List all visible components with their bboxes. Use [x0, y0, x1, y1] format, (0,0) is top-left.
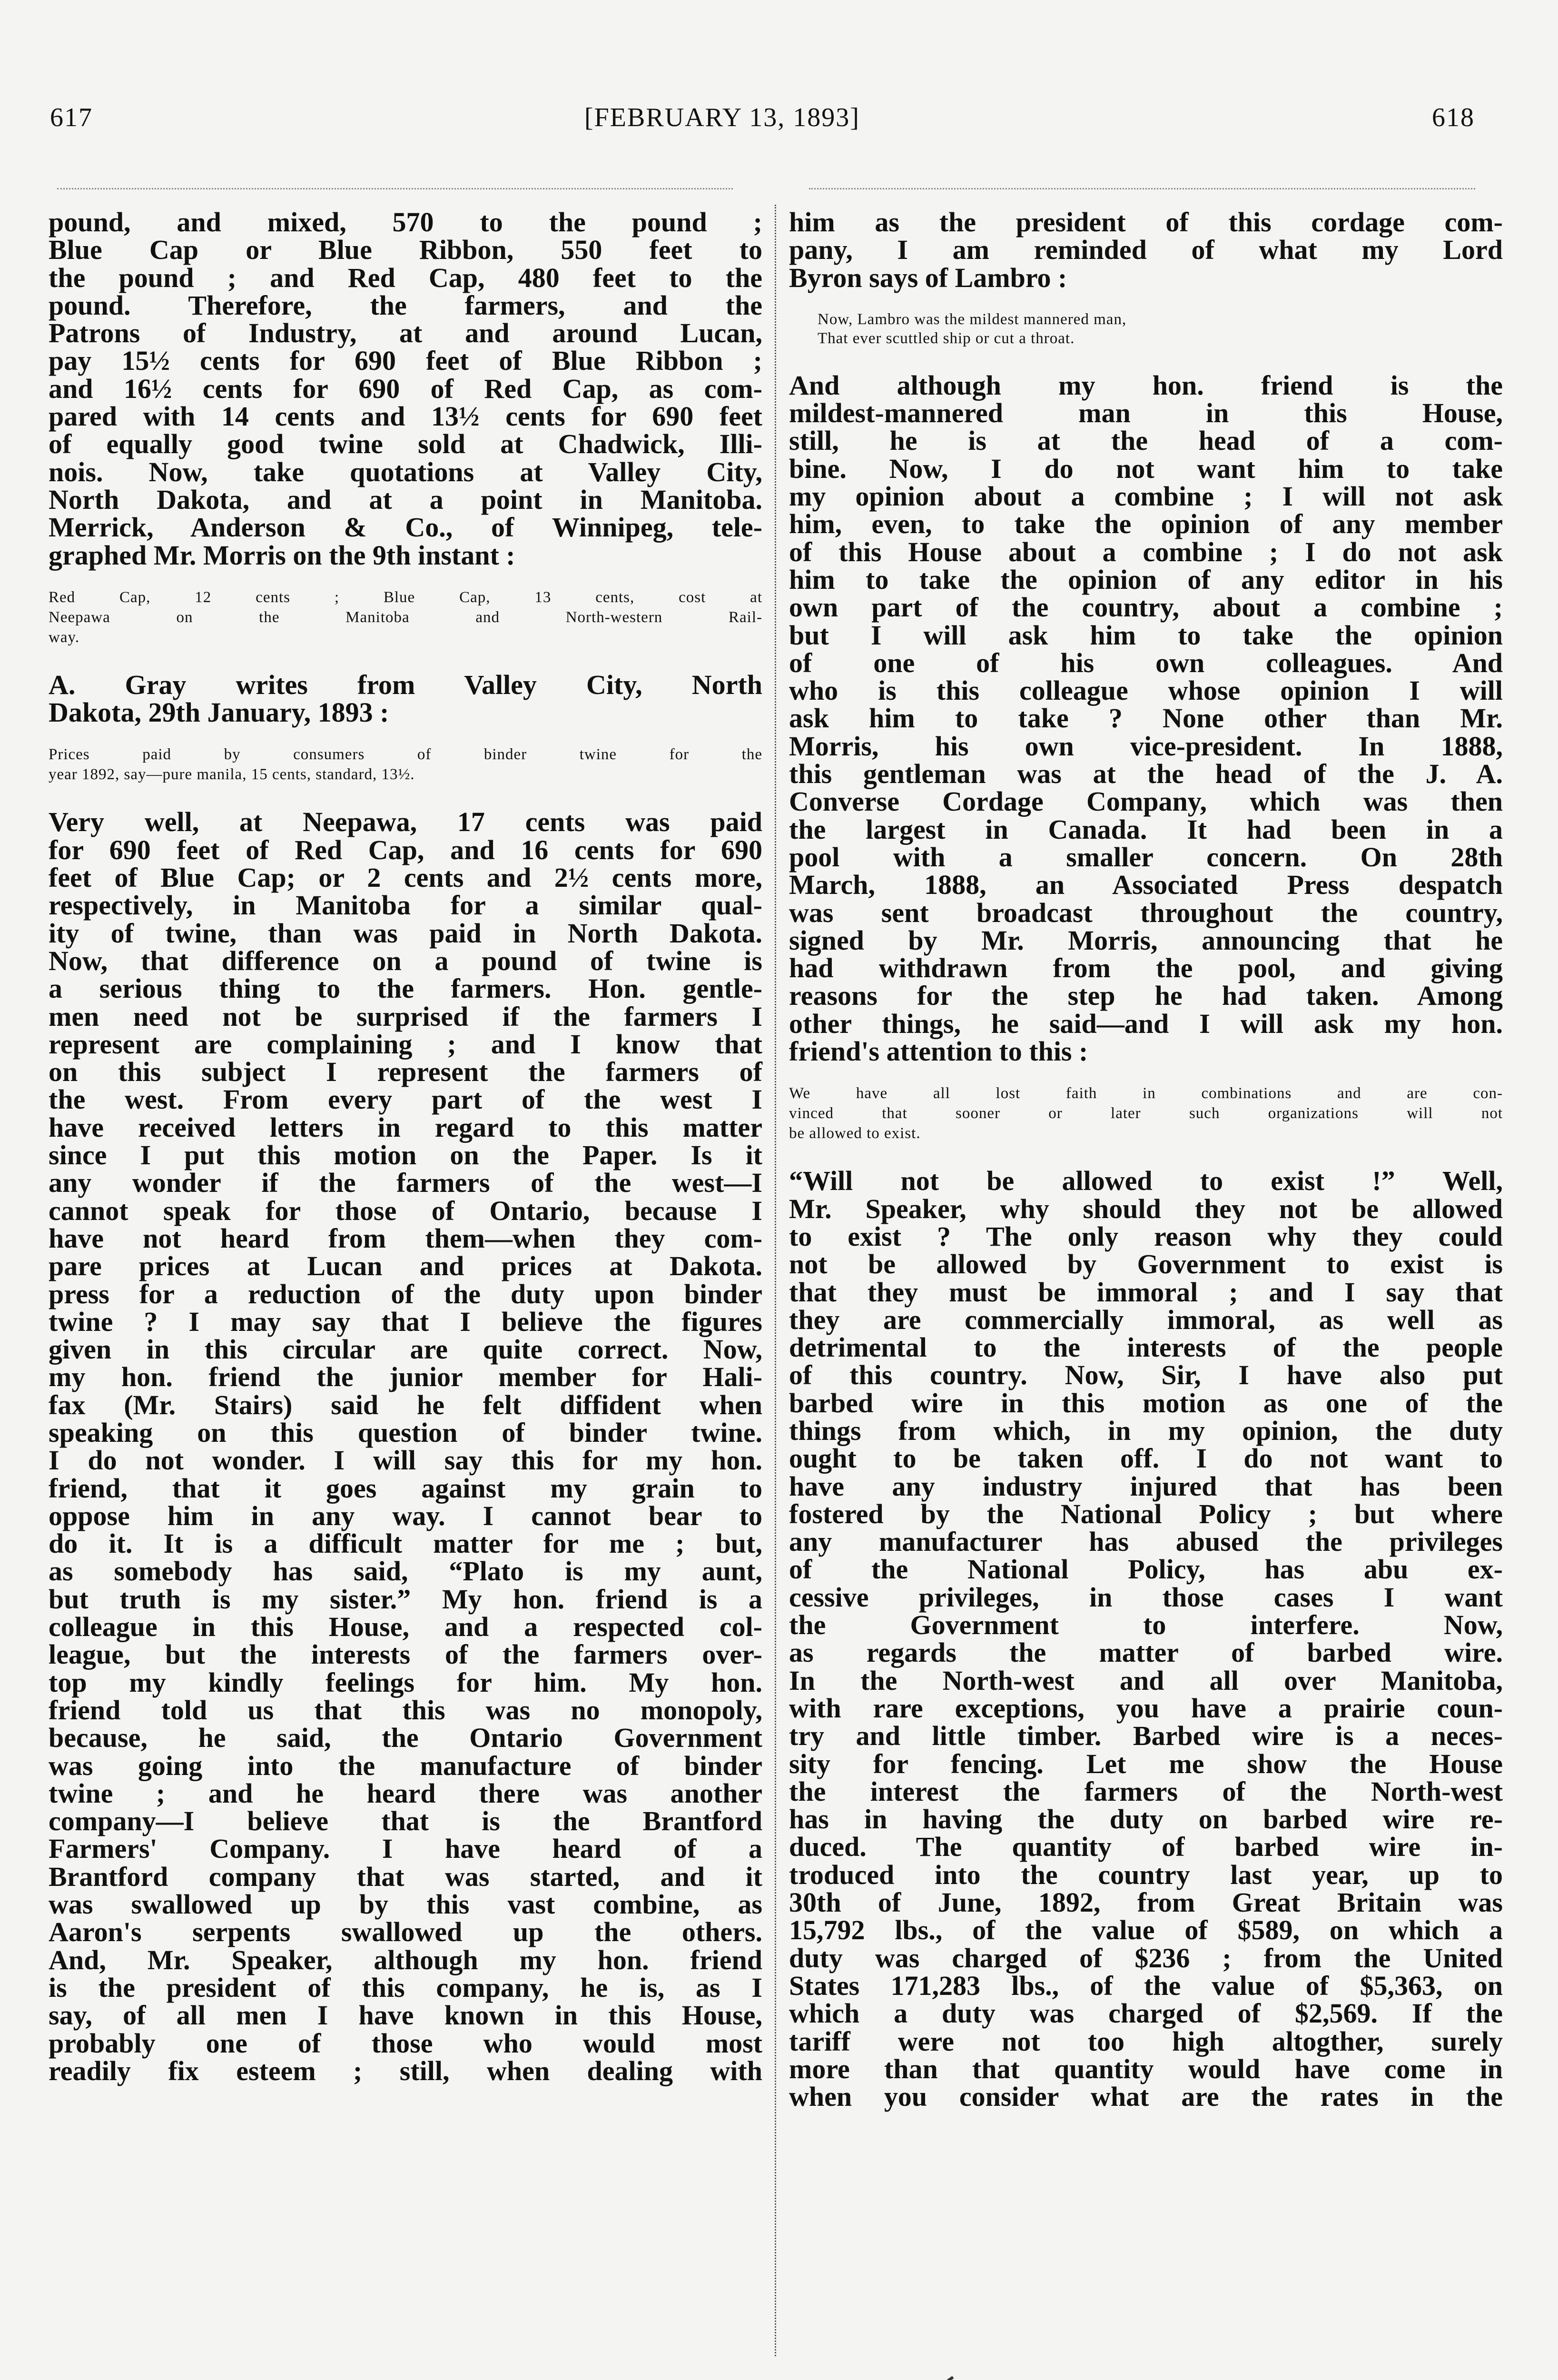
text-line: was going into the manufacture of binder: [49, 1750, 762, 1781]
text-line: And although my hon. friend is the: [789, 369, 1503, 401]
text-line: but truth is my sister.” My hon. friend is a: [49, 1583, 762, 1615]
left-page-number: 617: [50, 103, 93, 132]
text-line: duty was charged of $236 ; from the United: [789, 1942, 1503, 1973]
text-line: the pound ; and Red Cap, 480 feet to the: [49, 262, 762, 293]
text-line: Now, that difference on a pound of twine is: [49, 945, 762, 976]
text-line: twine ; and he heard there was another: [49, 1777, 762, 1809]
text-line: bine. Now, I do not want him to take: [789, 453, 1503, 484]
text-line: as somebody has said, “Plato is my aunt,: [49, 1556, 762, 1587]
text-line: the Government to interfere. Now,: [789, 1609, 1503, 1641]
text-line: North Dakota, and at a point in Manitoba.: [49, 484, 762, 515]
text-line: this gentleman was at the head of the J. A.: [789, 758, 1503, 790]
text-line: they are commercially immoral, as well as: [789, 1304, 1503, 1335]
text-line: have not heard from them—when they com-: [49, 1222, 762, 1254]
text-line: that they must be immoral ; and I say that: [789, 1276, 1503, 1308]
text-line: him as the president of this cordage com-: [789, 207, 1503, 238]
text-line: March, 1888, an Associated Press despatch: [789, 869, 1503, 901]
text-line: top my kindly feelings for him. My hon.: [49, 1666, 762, 1698]
right-page-number: 618: [1432, 103, 1475, 132]
ink-mark: [947, 2376, 954, 2380]
text-line: the west. From every part of the west I: [49, 1084, 762, 1115]
text-line: of this country. Now, Sir, I have also put: [789, 1359, 1503, 1391]
text-line: the interest the farmers of the North-west: [789, 1775, 1503, 1807]
text-line: mildest-mannered man in this House,: [789, 397, 1503, 429]
text-line: try and little timber. Barbed wire is a neces-: [789, 1720, 1503, 1752]
text-line: Farmers' Company. I have heard of a: [49, 1833, 762, 1864]
text-line: who is this colleague whose opinion I will: [789, 675, 1503, 706]
left-column: [49, 208, 762, 2085]
text-line: have any industry injured that has been: [789, 1470, 1503, 1502]
text-line: was swallowed up by this vast combine, as: [49, 1889, 762, 1920]
text-line: my opinion about a combine ; I will not ask: [789, 481, 1503, 512]
verse-line: That ever scuttled ship or cut a throat.: [818, 329, 1075, 347]
text-line: was sent broadcast throughout the country,: [789, 897, 1503, 928]
text-line: 15,792 lbs., of the value of $589, on which a: [789, 1914, 1503, 1946]
text-line: reasons for the step he had taken. Among: [789, 980, 1503, 1012]
text-line: signed by Mr. Morris, announcing that he: [789, 924, 1503, 956]
page-date-header: [FEBRUARY 13, 1893]: [584, 103, 860, 132]
text-line: with rare exceptions, you have a prairie coun-: [789, 1692, 1503, 1724]
text-line: had withdrawn from the pool, and giving: [789, 952, 1503, 984]
text-line: of this House about a combine ; I do not ask: [789, 536, 1503, 567]
text-line: for 690 feet of Red Cap, and 16 cents for 690: [49, 834, 762, 865]
text-line: pany, I am reminded of what my Lord: [789, 234, 1503, 266]
column-divider: [775, 205, 776, 2356]
text-line: troduced into the country last year, up to: [789, 1859, 1503, 1890]
text-line: given in this circular are quite correct. Now,: [49, 1334, 762, 1365]
text-line: probably one of those who would most: [49, 2027, 762, 2059]
text-line: States 171,283 lbs., of the value of $5,363, on: [789, 1970, 1503, 2001]
text-line: Converse Cordage Company, which was then: [789, 786, 1503, 817]
text-line: when you consider what are the rates in the: [789, 2081, 1503, 2112]
quote-line: way.: [49, 628, 80, 646]
text-line: oppose him in any way. I cannot bear to: [49, 1500, 762, 1531]
block-spacer: [49, 784, 762, 808]
text-line: league, but the interests of the farmers over-: [49, 1639, 762, 1670]
quote-line: year 1892, say—pure manila, 15 cents, standard, 13½.: [49, 766, 415, 783]
text-line: graphed Mr. Morris on the 9th instant :: [49, 539, 515, 571]
text-line: twine ? I may say that I believe the figures: [49, 1306, 762, 1337]
text-line: my hon. friend the junior member for Hali-: [49, 1361, 762, 1393]
text-line: the largest in Canada. It had been in a: [789, 813, 1503, 845]
text-line: Byron says of Lambro :: [789, 262, 1067, 293]
text-line: to exist ? The only reason why they could: [789, 1220, 1503, 1252]
text-line: duced. The quantity of barbed wire in-: [789, 1831, 1503, 1863]
block-spacer: [789, 1143, 1503, 1167]
block-spacer: [49, 647, 762, 671]
text-line: friend told us that this was no monopoly,: [49, 1694, 762, 1726]
text-line: represent are complaining ; and I know that: [49, 1028, 762, 1060]
block-spacer: [789, 292, 1503, 310]
text-line: respectively, in Manitoba for a similar qual-: [49, 890, 762, 921]
text-line: as regards the matter of barbed wire.: [789, 1637, 1503, 1668]
text-line: sity for fencing. Let me show the House: [789, 1748, 1503, 1779]
text-line: any manufacturer has abused the privileges: [789, 1526, 1503, 1557]
verse-line: Now, Lambro was the mildest mannered man,: [818, 310, 1127, 328]
text-line: colleague in this House, and a respected col-: [49, 1611, 762, 1643]
right-column: [789, 208, 1503, 2111]
text-line: detrimental to the interests of the people: [789, 1332, 1503, 1363]
text-line: men need not be surprised if the farmers I: [49, 1001, 762, 1032]
text-line: readily fix esteem ; still, when dealing with: [49, 2055, 762, 2086]
text-line: is the president of this company, he is, as I: [49, 1972, 762, 2003]
text-line: pound, and mixed, 570 to the pound ;: [49, 207, 762, 238]
text-line: press for a reduction of the duty upon binder: [49, 1278, 762, 1309]
text-line: since I put this motion on the Paper. Is it: [49, 1140, 762, 1171]
text-line: Morris, his own vice-president. In 1888,: [789, 730, 1503, 762]
text-line: cessive privileges, in those cases I want: [789, 1581, 1503, 1613]
text-line: company—I believe that is the Brantford: [49, 1805, 762, 1837]
text-line: Very well, at Neepawa, 17 cents was paid: [49, 806, 762, 838]
block-spacer: [49, 726, 762, 744]
text-line: And, Mr. Speaker, although my hon. friend: [49, 1944, 762, 1975]
text-line: own part of the country, about a combine ;: [789, 592, 1503, 623]
text-line: Brantford company that was started, and it: [49, 1861, 762, 1892]
text-line: pared with 14 cents and 13½ cents for 690 feet: [49, 401, 762, 432]
text-line: ask him to take ? None other than Mr.: [789, 703, 1503, 734]
text-line: him, even, to take the opinion of any member: [789, 508, 1503, 540]
quote-line: be allowed to exist.: [789, 1125, 921, 1142]
text-line: because, he said, the Ontario Government: [49, 1722, 762, 1754]
text-line: Patrons of Industry, at and around Lucan,: [49, 317, 762, 349]
text-line: which a duty was charged of $2,569. If the: [789, 1998, 1503, 2029]
text-line: say, of all men I have known in this House,: [49, 2000, 762, 2031]
text-line: fax (Mr. Stairs) said he felt diffident when: [49, 1389, 762, 1420]
text-line: other things, he said—and I will ask my hon.: [789, 1008, 1503, 1039]
text-line: but I will ask him to take the opinion: [789, 619, 1503, 651]
text-line: nois. Now, take quotations at Valley City,: [49, 456, 762, 487]
block-spacer: [49, 569, 762, 587]
quote-line: vinced that sooner or later such organizations will not: [789, 1105, 1503, 1122]
text-line: him to take the opinion of any editor in his: [789, 564, 1503, 595]
text-line: fostered by the National Policy ; but where: [789, 1498, 1503, 1529]
text-line: feet of Blue Cap; or 2 cents and 2½ cents more,: [49, 862, 762, 893]
text-line: more than that quantity would have come in: [789, 2053, 1503, 2084]
text-line: not be allowed by Government to exist is: [789, 1249, 1503, 1280]
text-line: pare prices at Lucan and prices at Dakota.: [49, 1250, 762, 1282]
text-line: still, he is at the head of a com-: [789, 425, 1503, 456]
text-line: I do not wonder. I will say this for my hon.: [49, 1445, 762, 1476]
text-line: Aaron's serpents swallowed up the others.: [49, 1916, 762, 1948]
text-line: a serious thing to the farmers. Hon. gentle-: [49, 973, 762, 1004]
text-line: pound. Therefore, the farmers, and the: [49, 289, 762, 321]
text-line: In the North-west and all over Manitoba,: [789, 1665, 1503, 1696]
text-line: do it. It is a difficult matter for me ; but,: [49, 1528, 762, 1559]
scan-artifact-left: [57, 188, 733, 191]
text-line: Mr. Speaker, why should they not be allowed: [789, 1193, 1503, 1224]
text-line: Dakota, 29th January, 1893 :: [49, 697, 389, 728]
text-line: “Will not be allowed to exist !” Well,: [789, 1165, 1503, 1197]
text-line: Blue Cap or Blue Ribbon, 550 feet to: [49, 234, 762, 266]
text-line: A. Gray writes from Valley City, North: [49, 669, 762, 700]
text-line: Merrick, Anderson & Co., of Winnipeg, tele-: [49, 512, 762, 543]
text-line: have received letters in regard to this matter: [49, 1111, 762, 1143]
text-line: ought to be taken off. I do not want to: [789, 1443, 1503, 1474]
text-line: friend's attention to this :: [789, 1036, 1088, 1067]
text-line: speaking on this question of binder twine.: [49, 1417, 762, 1448]
text-line: 30th of June, 1892, from Great Britain was: [789, 1887, 1503, 1918]
block-spacer: [789, 348, 1503, 372]
text-line: on this subject I represent the farmers of: [49, 1056, 762, 1088]
text-line: pool with a smaller concern. On 28th: [789, 841, 1503, 873]
text-line: has in having the duty on barbed wire re-: [789, 1804, 1503, 1835]
quote-line: Prices paid by consumers of binder twine for the: [49, 746, 762, 764]
text-line: of the National Policy, has abu ex-: [789, 1554, 1503, 1585]
quote-line: We have all lost faith in combinations and are con-: [789, 1085, 1503, 1102]
text-line: any wonder if the farmers of the west—I: [49, 1167, 762, 1199]
text-line: ity of twine, than was paid in North Dakota.: [49, 917, 762, 949]
block-spacer: [789, 1065, 1503, 1083]
text-line: tariff were not too high altogther, surely: [789, 2025, 1503, 2057]
text-line: of equally good twine sold at Chadwick, Illi-: [49, 428, 762, 460]
text-line: and 16½ cents for 690 of Red Cap, as com-: [49, 373, 762, 404]
text-line: things from which, in my opinion, the duty: [789, 1415, 1503, 1446]
text-line: barbed wire in this motion as one of the: [789, 1387, 1503, 1418]
text-line: pay 15½ cents for 690 feet of Blue Ribbon ;: [49, 345, 762, 377]
quote-line: Red Cap, 12 cents ; Blue Cap, 13 cents, cost at: [49, 588, 762, 606]
scan-artifact-right: [809, 188, 1475, 191]
text-line: cannot speak for those of Ontario, because I: [49, 1195, 762, 1226]
text-line: friend, that it goes against my grain to: [49, 1472, 762, 1504]
text-line: of one of his own colleagues. And: [789, 647, 1503, 678]
quote-line: Neepawa on the Manitoba and North-western Rail-: [49, 608, 762, 626]
